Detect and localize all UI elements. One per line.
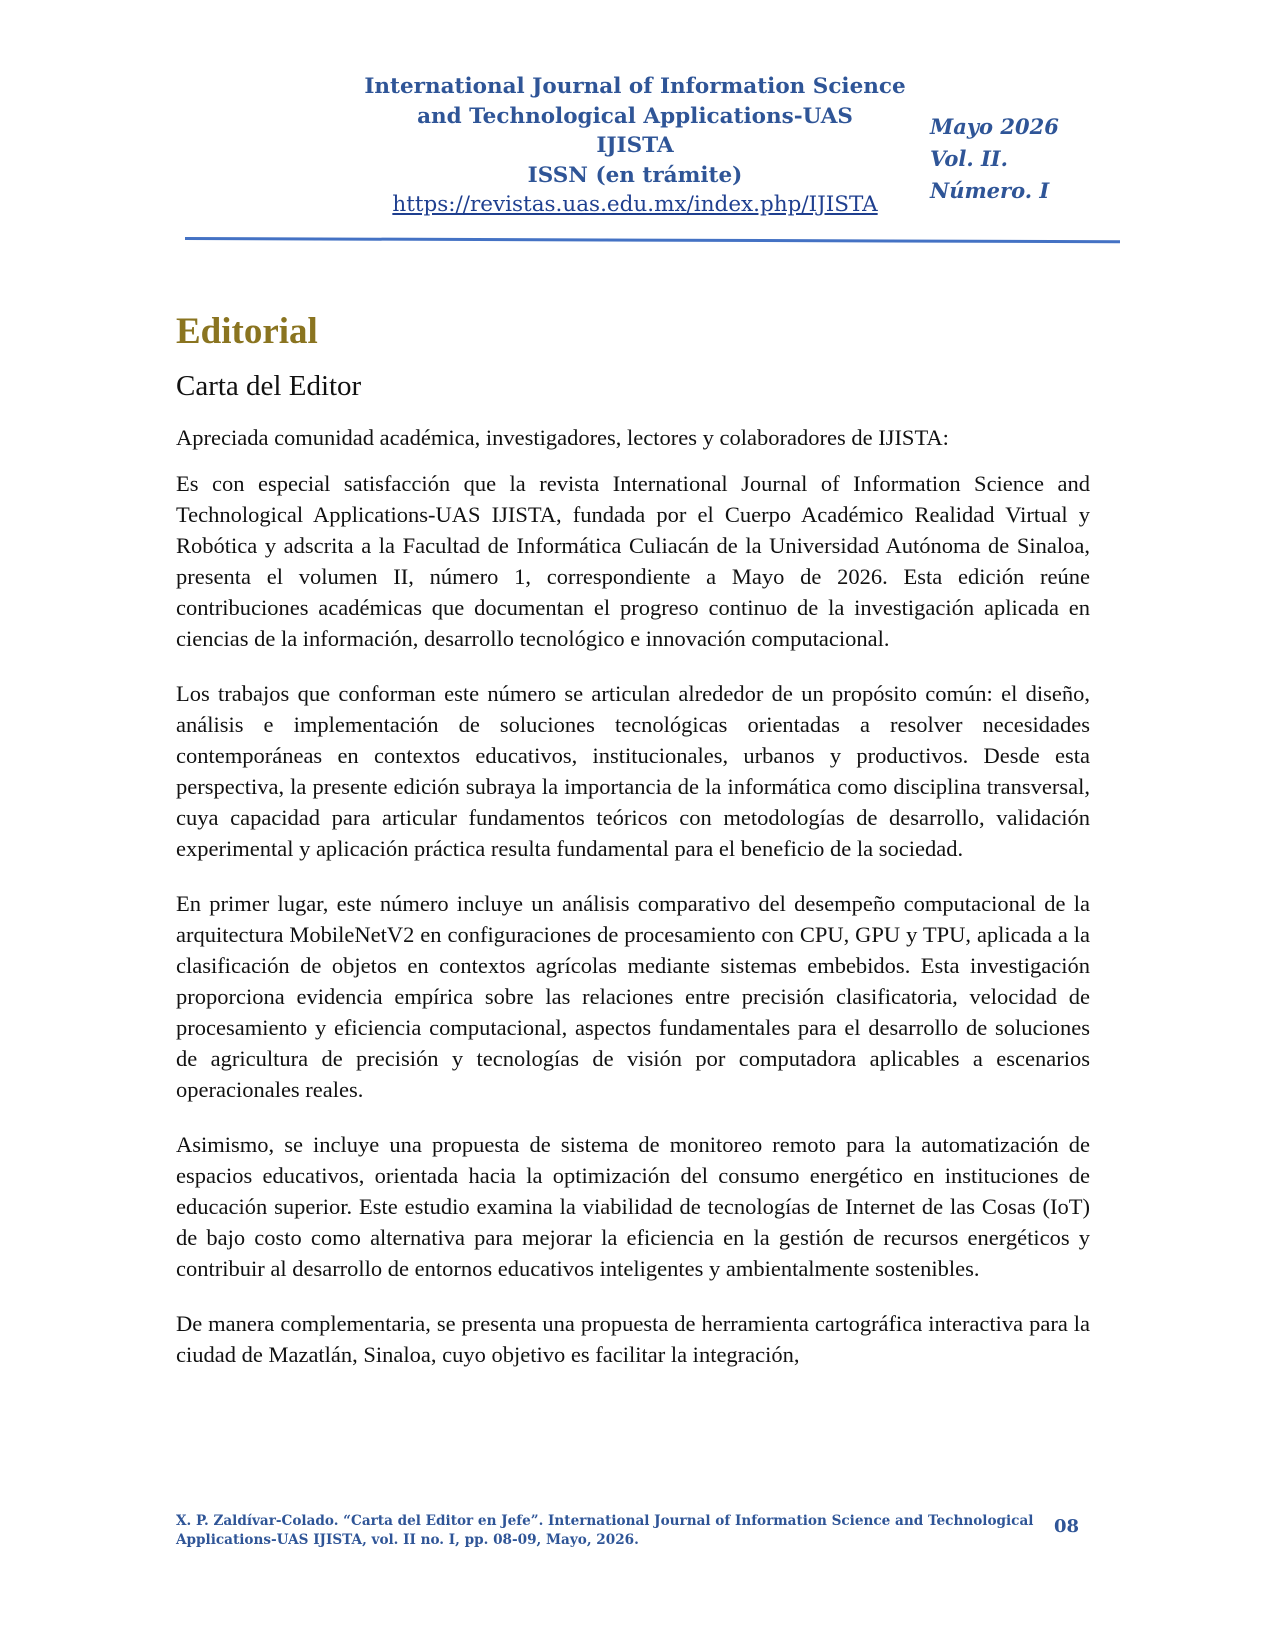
paragraph: En primer lugar, este número incluye un análisis comparativo del desempeño computacional de la arquitectura MobileNetV2 en configuraciones de procesamiento con CPU, GPU y TPU, aplicada a la clasificación de objetos en contextos agrícolas mediante sistemas embebidos. Esta investigación proporciona evidencia empírica sobre las relaciones entre precisión clasificatoria, velocidad de procesamiento y eficiencia computacional, aspectos fundamentales para el desarrollo de soluciones de agricultura de precisión y tecnologías de visión por computadora aplicables a escenarios operacionales reales. bbox=[176, 891, 1090, 1102]
journal-header bbox=[330, 72, 940, 220]
journal-url-link[interactable]: https://revistas.uas.edu.mx/index.php/IJISTA bbox=[392, 192, 878, 217]
article-title: Carta del Editor bbox=[176, 370, 362, 402]
salutation: Apreciada comunidad académica, investigadores, lectores y colaboradores de IJISTA: bbox=[176, 425, 949, 450]
journal-name-line1: International Journal of Information Science bbox=[364, 74, 906, 99]
journal-acronym: IJISTA bbox=[596, 133, 674, 158]
section-heading: Editorial bbox=[176, 311, 318, 352]
journal-issn: ISSN (en trámite) bbox=[527, 162, 743, 188]
header-divider bbox=[185, 237, 1120, 243]
paragraph: Asimismo, se incluye una propuesta de sistema de monitoreo remoto para la automatización de espacios educativos, orientada hacia la optimización del consumo energético en instituciones de educación superior. Este estudio examina la viabilidad de tecnologías de Internet de las Cosas (IoT) de bajo costo como alternativa para mejorar la eficiencia en la gestión de recursos energéticos y contribuir al desarrollo de entornos educativos inteligentes y ambientalmente sostenibles. bbox=[176, 1132, 1090, 1281]
journal-name-line2: and Technological Applications-UAS bbox=[417, 103, 853, 129]
issue-volume: Vol. II. bbox=[930, 146, 1008, 171]
paragraph: De manera complementaria, se presenta una propuesta de herramienta cartográfica interactiva para la ciudad de Mazatlán, Sinaloa, cuyo objetivo es facilitar la integración, bbox=[176, 1311, 1090, 1367]
article-body bbox=[176, 310, 1090, 1394]
issue-date: Mayo 2026 bbox=[930, 114, 1059, 139]
issue-number: Número. I bbox=[930, 178, 1050, 203]
page-number: 08 bbox=[1054, 1516, 1080, 1537]
issue-info bbox=[930, 111, 1059, 207]
citation-footer: X. P. Zaldívar-Colado. “Carta del Editor en Jefe”. International Journal of Information Science and Technological Applications-UAS IJISTA, vol. II no. I, pp. 08-09, Mayo, 2026. bbox=[176, 1513, 1034, 1548]
paragraph: Los trabajos que conforman este número se articulan alrededor de un propósito común: el diseño, análisis e implementación de soluciones tecnológicas orientadas a resolver necesidades contemporáneas en contextos educativos, institucionales, urbanos y productivos. Desde esta perspectiva, la presente edición subraya la importancia de la informática como disciplina transversal, cuya capacidad para articular fundamentos teóricos con metodologías de desarrollo, validación experimental y aplicación práctica resulta fundamental para el beneficio de la sociedad. bbox=[176, 681, 1090, 861]
paragraph: Es con especial satisfacción que la revista International Journal of Information Science and Technological Applications-UAS IJISTA, fundada por el Cuerpo Académico Realidad Virtual y Robótica y adscrita a la Facultad de Informática Culiacán de la Universidad Autónoma de Sinaloa, presenta el volumen II, número 1, correspondiente a Mayo de 2026. Esta edición reúne contribuciones académicas que documentan el progreso continuo de la investigación aplicada en ciencias de la información, desarrollo tecnológico e innovación computacional. bbox=[176, 471, 1090, 651]
